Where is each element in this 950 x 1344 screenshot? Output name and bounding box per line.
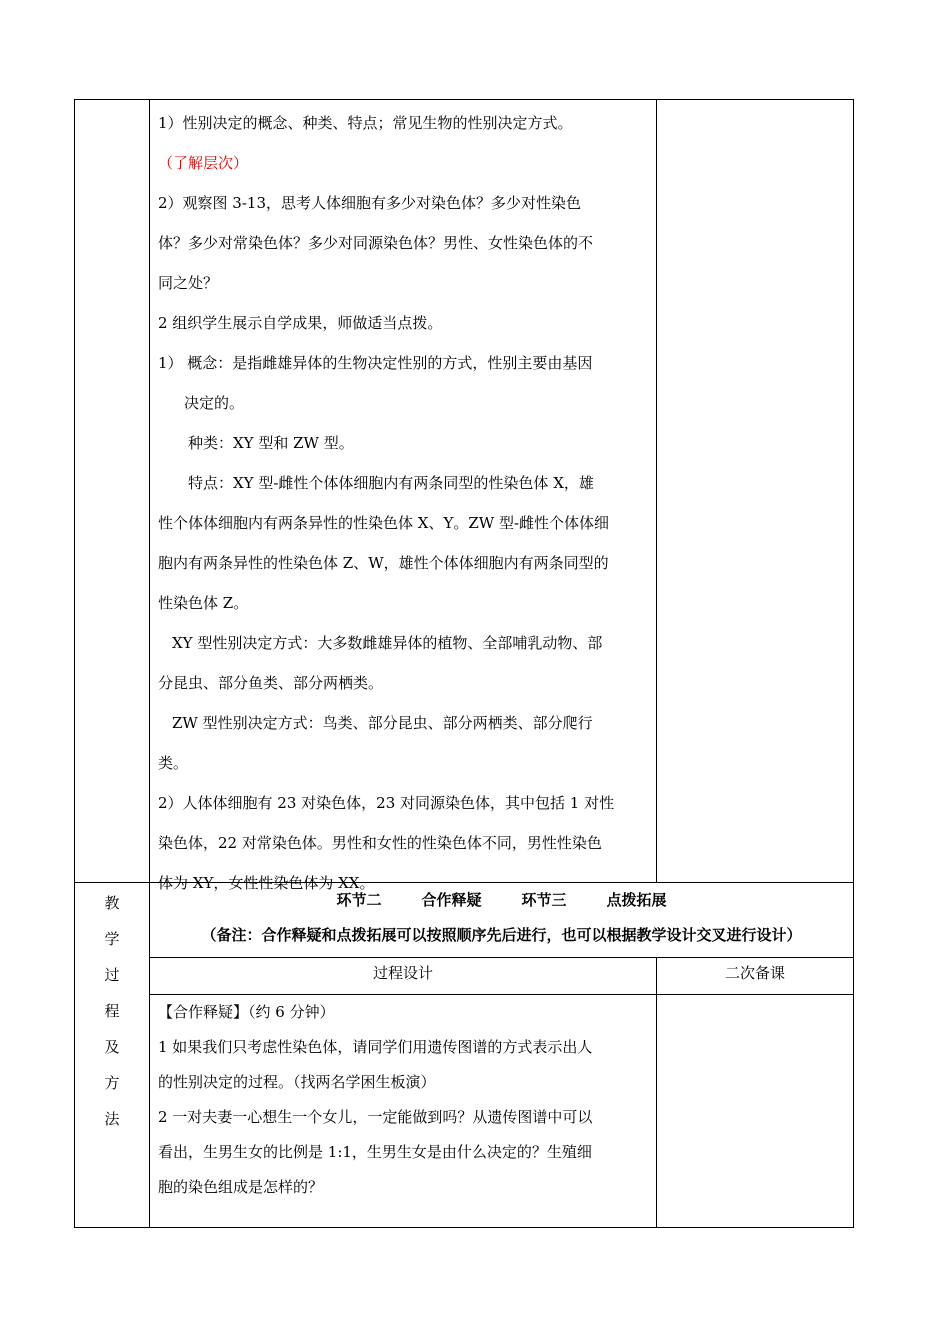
text-line: 体？多少对常染色体？多少对同源染色体？男性、女性染色体的不 — [158, 234, 594, 252]
left-label-char: 过 — [104, 966, 120, 984]
text-line: 同之处？ — [158, 274, 219, 292]
bottom-row — [75, 995, 854, 1228]
left-label-char: 程 — [104, 1002, 120, 1020]
text-line: 类。 — [158, 754, 189, 772]
text-line: 看出，生男生女的比例是 1:1，生男生女是由什么决定的？生殖细 — [158, 1143, 592, 1161]
text-line: 1 如果我们只考虑性染色体，请同学们用遗传图谱的方式表示出人 — [158, 1038, 593, 1056]
left-label-cell — [75, 883, 150, 1228]
text-line: 1）性别决定的概念、种类、特点；常见生物的性别决定方式。 — [158, 114, 573, 132]
text-line: 胞的染色组成是怎样的？ — [158, 1178, 324, 1196]
section-part2: 合作释疑 — [421, 891, 482, 909]
text-line: 分昆虫、部分鱼类、部分两栖类。 — [158, 674, 384, 692]
section-part3: 环节三 — [521, 891, 567, 909]
left-label-char: 法 — [104, 1110, 120, 1128]
text-line: 的性别决定的过程。（找两名学困生板演） — [158, 1073, 436, 1091]
second-prep-header: 二次备课 — [657, 958, 854, 995]
text-line: 特点：XY 型-雌性个体体细胞内有两条同型的性染色体 X，雄 — [188, 474, 594, 492]
left-label-char: 学 — [104, 930, 120, 948]
bottom-content-cell — [150, 995, 657, 1228]
left-label-char: 教 — [104, 894, 120, 912]
text-line: XY 型性别决定方式：大多数雌雄异体的植物、全部哺乳动物、部 — [172, 634, 603, 652]
top-row — [75, 100, 854, 883]
section-part1: 环节二 — [336, 891, 382, 909]
text-line: 体为 XY，女性性染色体为 XX。 — [158, 874, 375, 892]
left-label-char: 方 — [104, 1074, 120, 1092]
top-right-cell — [657, 100, 854, 883]
column-header-row — [75, 958, 854, 995]
text-line: 决定的。 — [184, 394, 245, 412]
text-line: ZW 型性别决定方式：鸟类、部分昆虫、部分两栖类、部分爬行 — [172, 714, 593, 732]
process-design-header: 过程设计 — [150, 958, 657, 995]
text-line: 【合作释疑】（约 6 分钟） — [158, 1003, 335, 1021]
text-line-level: （了解层次） — [158, 154, 249, 172]
text-line: 2）观察图 3-13，思考人体细胞有多少对染色体？多少对性染色 — [158, 194, 582, 212]
text-line: 性染色体 Z。 — [158, 594, 249, 612]
text-line: 性个体体细胞内有两条异性的性染色体 X、Y。ZW 型-雌性个体体细 — [158, 514, 610, 532]
section-part4: 点拨拓展 — [606, 891, 667, 909]
bottom-right-cell — [657, 995, 854, 1228]
section-note: （备注：合作释疑和点拨拓展可以按照顺序先后进行，也可以根据教学设计交叉进行设计） — [201, 926, 802, 944]
text-line: 2 一对夫妻一心想生一个女儿，一定能做到吗？从遗传图谱中可以 — [158, 1108, 593, 1126]
text-line: 1） 概念：是指雌雄异体的生物决定性别的方式，性别主要由基因 — [158, 354, 593, 372]
text-line: 种类：XY 型和 ZW 型。 — [188, 434, 354, 452]
top-left-cell — [75, 100, 150, 883]
text-line: 胞内有两条异性的性染色体 Z、W，雄性个体体细胞内有两条同型的 — [158, 554, 609, 572]
text-line: 染色体，22 对常染色体。男性和女性的性染色体不同，男性性染色 — [158, 834, 602, 852]
left-label-char: 及 — [104, 1038, 120, 1056]
text-line: 2 组织学生展示自学成果，师做适当点拨。 — [158, 314, 443, 332]
top-content-cell — [150, 100, 657, 892]
text-line: 2）人体体细胞有 23 对染色体，23 对同源染色体，其中包括 1 对性 — [158, 794, 615, 812]
lesson-plan-table — [74, 99, 854, 1228]
